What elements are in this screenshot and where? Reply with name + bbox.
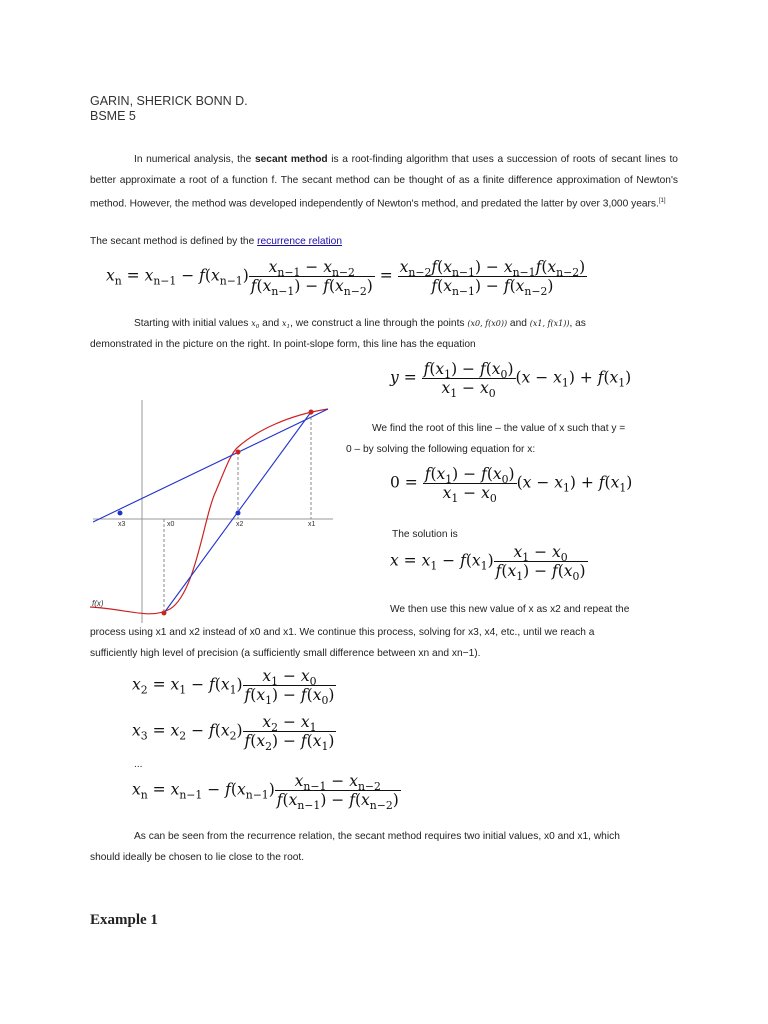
starting-and: and bbox=[262, 318, 280, 329]
function-curve bbox=[90, 409, 328, 614]
conclusion-line-1: As can be seen from the recurrence relation, the secant method requires two initial values, x0 and x1, which bbox=[134, 831, 620, 842]
recurrence-formula: $x_n = x_{n-1} - f(x_{n-1})$ $\frac{x_{n-1} - x_{n-2}}{f(x_{n-1}) - f(x_{n-2})}$ = $\frac{x_{n-2}f(x_{n-1}) - x_{n-1}f(x_{n-2})}{f(x_{n-1}) - f(x_{n-2})}$ bbox=[106, 258, 586, 298]
starting-text-3: , as bbox=[569, 318, 586, 329]
iteration-xn: $x_n = x_{n-1} - f(x_{n-1})$ $\frac{x_{n-1} - x_{n-2}}{f(x_{n-1}) - f(x_{n-2})}$ bbox=[132, 772, 399, 812]
starting-line-2: demonstrated in the picture on the right. In point-slope form, this line has the equation bbox=[90, 339, 476, 350]
root-point-x3 bbox=[118, 511, 123, 516]
solution-label: The solution is bbox=[392, 529, 458, 540]
root-paragraph bbox=[346, 418, 678, 460]
intro-citation[interactable]: [1] bbox=[658, 198, 666, 204]
recurrence-relation-link[interactable]: recurrence relation bbox=[257, 236, 343, 247]
intro-paragraph bbox=[90, 149, 678, 214]
newvalue-line-1: We then use this new value of x as x2 and repeat the bbox=[390, 604, 630, 615]
line-equation: y = $\frac{f(x_1) - f(x_0)}{x_1 - x_0}$ $(x - x_1) + f(x_1)$ bbox=[390, 360, 632, 400]
intro-bold-term: secant method bbox=[254, 154, 328, 165]
course-code: BSME 5 bbox=[90, 109, 136, 123]
curve-point-x1 bbox=[309, 410, 314, 415]
label-x3: x3 bbox=[118, 521, 126, 528]
defined-line bbox=[90, 231, 342, 252]
conclusion-paragraph bbox=[90, 826, 678, 868]
example-heading: Example 1 bbox=[90, 912, 158, 928]
intro-body: is a root-finding algorithm that uses a succession of roots of secant lines to better approximate a root of a function f. The secant method can be thought of as a finite difference approximation of Newton's method. However, the method was developed independently of Newton's method, and predated the latter by over 3,000 years. bbox=[90, 154, 678, 210]
newvalue-line-3: sufficiently high level of precision (a sufficiently small difference between xn and xn−1). bbox=[90, 648, 481, 659]
newvalue-line-1-wrap bbox=[346, 599, 678, 620]
root-point-x2 bbox=[236, 511, 241, 516]
curve-point-x0 bbox=[162, 611, 167, 616]
zero-equation: 0 = $\frac{f(x_1) - f(x_0)}{x_1 - x_0}$ $(x - x_1) + f(x_1)$ bbox=[390, 465, 633, 505]
defined-text: The secant method is defined by the bbox=[90, 236, 255, 247]
starting-text-1: Starting with initial values bbox=[134, 318, 249, 329]
label-fx: f(x) bbox=[92, 599, 104, 608]
iteration-x3: $x_3 = x_2 - f(x_2)$ $\frac{x_2 - x_1}{f(x_2) - f(x_1)}$ bbox=[132, 713, 335, 753]
label-x2: x2 bbox=[236, 521, 244, 528]
solution-equation: $x = x_1 - f(x_1)$ $\frac{x_1 - x_0}{f(x_1) - f(x_0)}$ bbox=[390, 543, 586, 583]
intro-lead: In numerical analysis, the bbox=[134, 154, 252, 165]
starting-paragraph: Starting with initial values $x_0$ and $x_1$, we construct a line through the points (x0, f(x0)) and (x1, f(x1)), as demonstrated in the picture on the right. In point-slope form, this line has the equation bbox=[90, 318, 586, 350]
root-line-2: 0 – by solving the following equation for x: bbox=[346, 444, 536, 455]
starting-text-2: , we construct a line through the points bbox=[290, 318, 465, 329]
ellipsis: ... bbox=[134, 759, 143, 770]
conclusion-line-2: should ideally be chosen to lie close to the root. bbox=[90, 852, 305, 863]
iteration-x2: $x_2 = x_1 - f(x_1)$ $\frac{x_1 - x_0}{f(x_1) - f(x_0)}$ bbox=[132, 667, 335, 707]
author-name: GARIN, SHERICK BONN D. bbox=[90, 94, 248, 108]
root-line-1: We find the root of this line – the value of x such that y = bbox=[372, 423, 626, 434]
newvalue-line-2: process using x1 and x2 instead of x0 and x1. We continue this process, solving for x3, x4, etc., until we reach a bbox=[90, 627, 595, 638]
secant-figure bbox=[88, 395, 338, 625]
newvalue-paragraph bbox=[90, 622, 678, 664]
point-2: (x1, f(x1)) bbox=[529, 319, 570, 328]
label-x1: x1 bbox=[308, 521, 316, 528]
curve-point-x2 bbox=[236, 450, 241, 455]
label-x0: x0 bbox=[167, 521, 175, 528]
point-1: (x0, f(x0)) bbox=[467, 319, 508, 328]
